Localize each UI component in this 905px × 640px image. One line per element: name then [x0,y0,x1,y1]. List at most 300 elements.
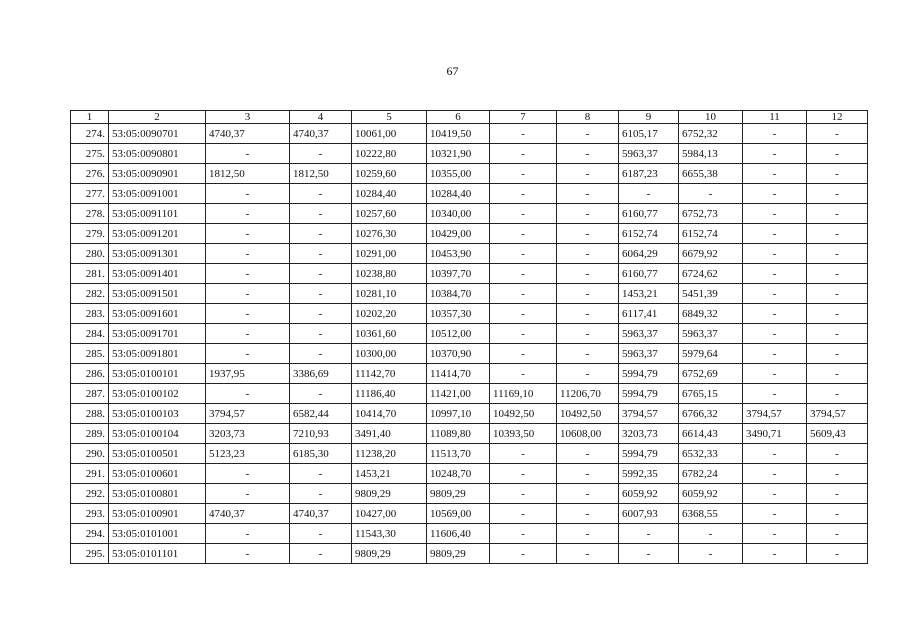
table-cell: 10414,70 [352,404,427,424]
column-header: 8 [557,111,619,124]
table-header [71,111,868,124]
table-cell: 6582,44 [290,404,352,424]
table-cell: 53:05:0090701 [109,124,206,144]
table-cell: 10222,80 [352,144,427,164]
table-cell: - [743,324,807,344]
table-body [71,124,868,564]
table-cell: 9809,29 [427,484,490,504]
table-cell: - [743,144,807,164]
table-row [71,284,868,304]
table-cell: - [490,164,557,184]
table-cell: - [490,144,557,164]
table-row [71,204,868,224]
table-cell: - [743,224,807,244]
table-cell: - [290,184,352,204]
table-cell: - [807,264,868,284]
table-row [71,124,868,144]
table-cell: 3794,57 [807,404,868,424]
table-cell: - [206,324,290,344]
table-cell: - [290,524,352,544]
table-cell: - [290,484,352,504]
table-cell: 53:05:0091501 [109,284,206,304]
table-cell: 53:05:0091401 [109,264,206,284]
table-cell: - [557,504,619,524]
table-cell: 1937,95 [206,364,290,384]
table-row [71,444,868,464]
table-cell: 277. [71,184,109,204]
table-cell: - [619,524,679,544]
table-cell: - [290,264,352,284]
table-cell: - [807,544,868,564]
table-cell: 53:05:0101001 [109,524,206,544]
table-cell: - [206,524,290,544]
table-cell: - [490,324,557,344]
table-cell: - [743,124,807,144]
table-cell: - [206,384,290,404]
column-header: 10 [679,111,743,124]
table-cell: 5994,79 [619,364,679,384]
data-table [70,110,868,564]
table-cell: - [490,544,557,564]
table-cell: - [206,304,290,324]
table-cell: 6655,38 [679,164,743,184]
table-cell: 10492,50 [557,404,619,424]
column-header: 11 [743,111,807,124]
table-cell: - [490,184,557,204]
table-cell: - [557,264,619,284]
table-cell: - [290,344,352,364]
table-cell: 10281,10 [352,284,427,304]
table-cell: - [679,184,743,204]
table-row [71,164,868,184]
table-cell: - [743,284,807,304]
table-cell: 10997,10 [427,404,490,424]
table-cell: 10397,70 [427,264,490,284]
table-cell: 4740,37 [206,124,290,144]
table-cell: 6849,32 [679,304,743,324]
table-cell: 53:05:0100102 [109,384,206,404]
table-cell: 6160,77 [619,204,679,224]
table-cell: - [557,524,619,544]
table-cell: 10429,00 [427,224,490,244]
table-cell: 275. [71,144,109,164]
table-cell: 6105,17 [619,124,679,144]
table-cell: 10453,90 [427,244,490,264]
table-cell: 3794,57 [743,404,807,424]
table-cell: - [557,484,619,504]
table-row [71,464,868,484]
table-cell: 6752,73 [679,204,743,224]
table-cell: 10259,60 [352,164,427,184]
table-cell: 6117,41 [619,304,679,324]
table-cell: - [206,184,290,204]
table-cell: - [807,124,868,144]
table-cell: 11414,70 [427,364,490,384]
table-cell: - [807,204,868,224]
table-cell: 276. [71,164,109,184]
table-cell: 278. [71,204,109,224]
table-cell: - [290,244,352,264]
table-cell: - [619,544,679,564]
table-cell: - [557,344,619,364]
table-cell: 6724,62 [679,264,743,284]
table-cell: - [490,504,557,524]
table-cell: - [206,204,290,224]
table-cell: - [807,284,868,304]
table-cell: 10291,00 [352,244,427,264]
table-cell: - [743,444,807,464]
table-cell: 279. [71,224,109,244]
table-cell: 5984,13 [679,144,743,164]
table-row [71,304,868,324]
table-cell: 10419,50 [427,124,490,144]
table-cell: 3794,57 [619,404,679,424]
table-cell: 10569,00 [427,504,490,524]
table-cell: 53:05:0091101 [109,204,206,224]
table-cell: - [743,164,807,184]
table-cell: - [743,304,807,324]
table-cell: 6059,92 [619,484,679,504]
table-cell: - [206,264,290,284]
column-header: 1 [71,111,109,124]
table-cell: 53:05:0101101 [109,544,206,564]
table-cell: - [490,224,557,244]
table-cell: - [807,184,868,204]
table-cell: 287. [71,384,109,404]
table-cell: 290. [71,444,109,464]
table-cell: 6532,33 [679,444,743,464]
table-cell: 53:05:0100801 [109,484,206,504]
table-cell: 293. [71,504,109,524]
table-cell: 11206,70 [557,384,619,404]
table-cell: - [490,444,557,464]
table-cell: 6752,69 [679,364,743,384]
table-cell: 10257,60 [352,204,427,224]
table-row [71,324,868,344]
table-cell: - [206,344,290,364]
table-row [71,504,868,524]
table-cell: 10340,00 [427,204,490,224]
table-cell: - [557,464,619,484]
table-row [71,524,868,544]
table-cell: 10300,00 [352,344,427,364]
table-cell: - [557,304,619,324]
table-cell: 5609,43 [807,424,868,444]
table-cell: - [557,324,619,344]
table-cell: - [490,344,557,364]
table-cell: - [743,524,807,544]
table-cell: 9809,29 [352,544,427,564]
table-cell: - [807,324,868,344]
table-cell: - [807,444,868,464]
table-cell: 10284,40 [427,184,490,204]
table-cell: 292. [71,484,109,504]
column-header: 3 [206,111,290,124]
table-cell: - [743,504,807,524]
table-cell: - [807,504,868,524]
table-cell: - [290,284,352,304]
table-cell: 294. [71,524,109,544]
table-cell: - [490,204,557,224]
table-cell: 11142,70 [352,364,427,384]
table-row [71,184,868,204]
table-cell: - [807,364,868,384]
table-cell: 5994,79 [619,384,679,404]
table-cell: - [490,464,557,484]
column-header: 9 [619,111,679,124]
table-cell: 5963,37 [619,344,679,364]
table-cell: - [743,344,807,364]
table-cell: 11089,80 [427,424,490,444]
table-cell: - [807,244,868,264]
table-cell: - [557,204,619,224]
table-cell: 10357,30 [427,304,490,324]
table-cell: - [743,464,807,484]
table-cell: 10276,30 [352,224,427,244]
table-cell: - [206,244,290,264]
table-cell: - [290,384,352,404]
table-cell: 10492,50 [490,404,557,424]
column-header: 12 [807,111,868,124]
table-cell: 284. [71,324,109,344]
table-cell: - [490,284,557,304]
table-cell: 4740,37 [290,504,352,524]
table-cell: 53:05:0091801 [109,344,206,364]
table-cell: 10384,70 [427,284,490,304]
table-cell: 10061,00 [352,124,427,144]
table-cell: 3386,69 [290,364,352,384]
table-cell: 53:05:0091601 [109,304,206,324]
table-cell: - [807,344,868,364]
table-cell: 5979,64 [679,344,743,364]
table-cell: 3203,73 [619,424,679,444]
table-cell: - [290,204,352,224]
table-cell: - [807,144,868,164]
column-header: 7 [490,111,557,124]
table-cell: 1453,21 [352,464,427,484]
table-cell: - [743,204,807,224]
table-cell: - [807,524,868,544]
table-cell: 53:05:0100103 [109,404,206,424]
table-cell: 1453,21 [619,284,679,304]
table-cell: 274. [71,124,109,144]
table-row [71,244,868,264]
table-cell: 6782,24 [679,464,743,484]
table-row [71,484,868,504]
table-cell: 53:05:0091001 [109,184,206,204]
table-cell: 10202,20 [352,304,427,324]
table-cell: 10608,00 [557,424,619,444]
table-cell: - [490,304,557,324]
table-cell: 10248,70 [427,464,490,484]
table-cell: - [743,544,807,564]
table-cell: - [557,144,619,164]
table-cell: 10393,50 [490,424,557,444]
table-cell: 5123,23 [206,444,290,464]
table-cell: - [206,224,290,244]
table-cell: - [557,284,619,304]
table-cell: 10238,80 [352,264,427,284]
table-cell: 285. [71,344,109,364]
table-cell: 1812,50 [206,164,290,184]
table-cell: 282. [71,284,109,304]
table-cell: - [206,144,290,164]
table-cell: 291. [71,464,109,484]
table-cell: - [743,184,807,204]
table-cell: - [807,384,868,404]
table-cell: 9809,29 [427,544,490,564]
table-cell: 53:05:0100104 [109,424,206,444]
table-cell: 10321,90 [427,144,490,164]
table-cell: 280. [71,244,109,264]
table-cell: 283. [71,304,109,324]
table-cell: - [557,244,619,264]
table-cell: - [290,304,352,324]
table-cell: 10355,00 [427,164,490,184]
header-row [71,111,868,124]
table-cell: 53:05:0091201 [109,224,206,244]
table-cell: - [743,244,807,264]
table-cell: - [490,484,557,504]
table-cell: 4740,37 [290,124,352,144]
table-cell: 3490,71 [743,424,807,444]
table-cell: 11513,70 [427,444,490,464]
table-row [71,544,868,564]
table-cell: 289. [71,424,109,444]
table-cell: 53:05:0100101 [109,364,206,384]
table-cell: 6160,77 [619,264,679,284]
table-row [71,224,868,244]
column-header: 2 [109,111,206,124]
table-cell: - [743,364,807,384]
table-cell: - [679,544,743,564]
table-cell: 5451,39 [679,284,743,304]
table-cell: - [206,484,290,504]
table-cell: 5963,37 [679,324,743,344]
table-cell: 10427,00 [352,504,427,524]
table-cell: - [807,304,868,324]
table-cell: - [807,164,868,184]
table-cell: - [490,244,557,264]
table-row [71,424,868,444]
table-cell: - [557,124,619,144]
table-cell: 6766,32 [679,404,743,424]
page-number: 67 [446,64,459,78]
table-cell: - [807,484,868,504]
table-cell: - [206,464,290,484]
table-cell: 6614,43 [679,424,743,444]
table-cell: 6765,15 [679,384,743,404]
table-row [71,364,868,384]
table-row [71,264,868,284]
table-cell: - [490,124,557,144]
table-cell: - [679,524,743,544]
table-cell: 5994,79 [619,444,679,464]
table-cell: - [743,384,807,404]
table-cell: - [290,144,352,164]
table-cell: 53:05:0100601 [109,464,206,484]
table-cell: - [206,284,290,304]
table-cell: - [557,444,619,464]
table-cell: - [290,224,352,244]
table-cell: - [807,464,868,484]
table-cell: 288. [71,404,109,424]
table-cell: 11543,30 [352,524,427,544]
table-cell: 6059,92 [679,484,743,504]
table-cell: - [743,484,807,504]
table-row [71,404,868,424]
table-row [71,144,868,164]
table-cell: 5963,37 [619,324,679,344]
table-cell: 53:05:0100901 [109,504,206,524]
table-row [71,344,868,364]
table-cell: 6152,74 [679,224,743,244]
column-header: 4 [290,111,352,124]
table-cell: 286. [71,364,109,384]
table-cell: 10284,40 [352,184,427,204]
table-cell: - [290,324,352,344]
table-cell: - [807,224,868,244]
table-cell: - [743,264,807,284]
table-cell: 1812,50 [290,164,352,184]
table-cell: 281. [71,264,109,284]
table-cell: 9809,29 [352,484,427,504]
table-cell: 6064,29 [619,244,679,264]
table-cell: 11606,40 [427,524,490,544]
table-cell: 53:05:0090901 [109,164,206,184]
table-cell: 7210,93 [290,424,352,444]
table-cell: - [290,464,352,484]
table-cell: - [557,544,619,564]
table-cell: - [557,164,619,184]
table-cell: 3203,73 [206,424,290,444]
table-cell: 6187,23 [619,164,679,184]
table-cell: 53:05:0091701 [109,324,206,344]
table-cell: 5992,35 [619,464,679,484]
table-cell: - [490,364,557,384]
table-cell: 6007,93 [619,504,679,524]
table-cell: - [290,544,352,564]
column-header: 6 [427,111,490,124]
table-row [71,384,868,404]
column-header: 5 [352,111,427,124]
table-cell: 6752,32 [679,124,743,144]
table-cell: 10361,60 [352,324,427,344]
table-cell: - [490,264,557,284]
table-cell: - [557,364,619,384]
table-cell: 11186,40 [352,384,427,404]
table-cell: 6152,74 [619,224,679,244]
table-cell: - [619,184,679,204]
table-cell: 11238,20 [352,444,427,464]
table-cell: 53:05:0100501 [109,444,206,464]
table-cell: - [557,184,619,204]
table-cell: 11169,10 [490,384,557,404]
table-cell: 53:05:0090801 [109,144,206,164]
table-cell: 6185,30 [290,444,352,464]
table-cell: 6368,55 [679,504,743,524]
table-cell: 11421,00 [427,384,490,404]
table-cell: 4740,37 [206,504,290,524]
table-cell: 3491,40 [352,424,427,444]
table-cell: 6679,92 [679,244,743,264]
table-cell: 295. [71,544,109,564]
table-cell: - [206,544,290,564]
table-cell: - [557,224,619,244]
table-cell: 10512,00 [427,324,490,344]
table-cell: 10370,90 [427,344,490,364]
table-cell: 3794,57 [206,404,290,424]
